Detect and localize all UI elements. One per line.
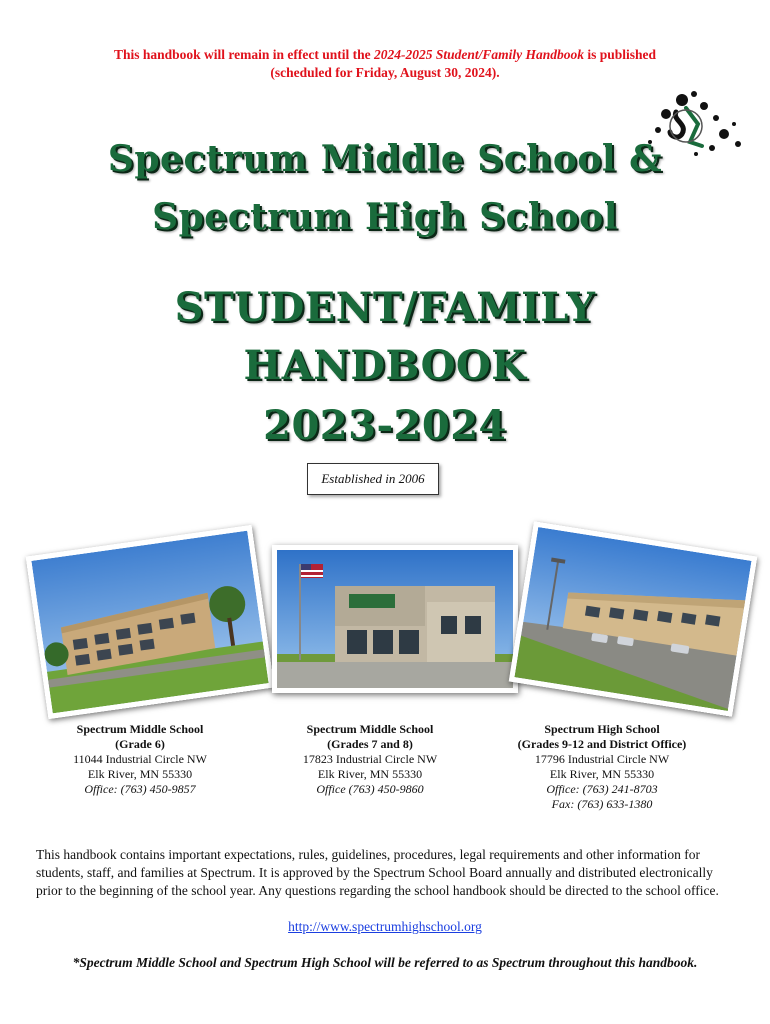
school-title-line-1: Spectrum Middle School & — [107, 138, 663, 180]
location-office-phone: Office: (763) 241-8703 — [546, 782, 658, 796]
established-box: Established in 2006 — [307, 463, 439, 495]
website-link[interactable]: http://www.spectrumhighschool.org — [288, 919, 482, 934]
location-middle-school-grades7-8 — [255, 722, 485, 797]
location-city: Elk River, MN 55330 — [317, 767, 423, 781]
school-title-line-2: Spectrum High School — [152, 196, 618, 238]
notice-handbook-name: 2024-2025 Student/Family Handbook — [373, 47, 585, 62]
location-fax: Fax: (763) 633-1380 — [551, 797, 653, 811]
location-office-phone: Office: (763) 450-9857 — [84, 782, 196, 796]
handbook-title-line-1: STUDENT/FAMILY — [174, 284, 596, 331]
location-street: 11044 Industrial Circle NW — [73, 752, 207, 766]
location-high-school — [487, 722, 717, 812]
photo-high-school — [509, 521, 758, 716]
handbook-title-line-2: HANDBOOK — [243, 342, 527, 389]
footnote: *Spectrum Middle School and Spectrum High School will be referred to as Spectrum throughout this handbook. — [72, 955, 698, 970]
handbook-description: This handbook contains important expectations, rules, guidelines, procedures, legal requirements and other information for students, staff, and families at Spectrum. It is approved by the Spectrum School Board annually and distributed electronically prior to the beginning of the school year. Any questions regarding the school handbook should be directed to the school office. — [36, 847, 719, 898]
location-city: Elk River, MN 55330 — [549, 767, 655, 781]
photo-middle-school-grades7-8 — [272, 545, 518, 693]
location-name: Spectrum Middle School — [76, 722, 204, 736]
handbook-year: 2023-2024 — [263, 402, 507, 449]
location-grades: (Grade 6) — [115, 737, 165, 751]
location-grades: (Grades 7 and 8) — [327, 737, 413, 751]
location-street: 17796 Industrial Circle NW — [534, 752, 670, 766]
location-street: 17823 Industrial Circle NW — [302, 752, 438, 766]
location-grades: (Grades 9-12 and District Office) — [517, 737, 687, 751]
effective-notice — [40, 46, 730, 82]
location-middle-school-grade6 — [25, 722, 255, 797]
notice-text-2: is published — [584, 47, 657, 62]
notice-text-3: (scheduled for Friday, August 30, 2024). — [270, 65, 500, 80]
location-name: Spectrum High School — [544, 722, 660, 736]
notice-text-1: This handbook will remain in effect until the — [113, 47, 374, 62]
location-office-phone: Office (763) 450-9860 — [316, 782, 424, 796]
location-city: Elk River, MN 55330 — [87, 767, 193, 781]
photo-middle-school-grade6 — [26, 525, 275, 719]
location-name: Spectrum Middle School — [306, 722, 434, 736]
